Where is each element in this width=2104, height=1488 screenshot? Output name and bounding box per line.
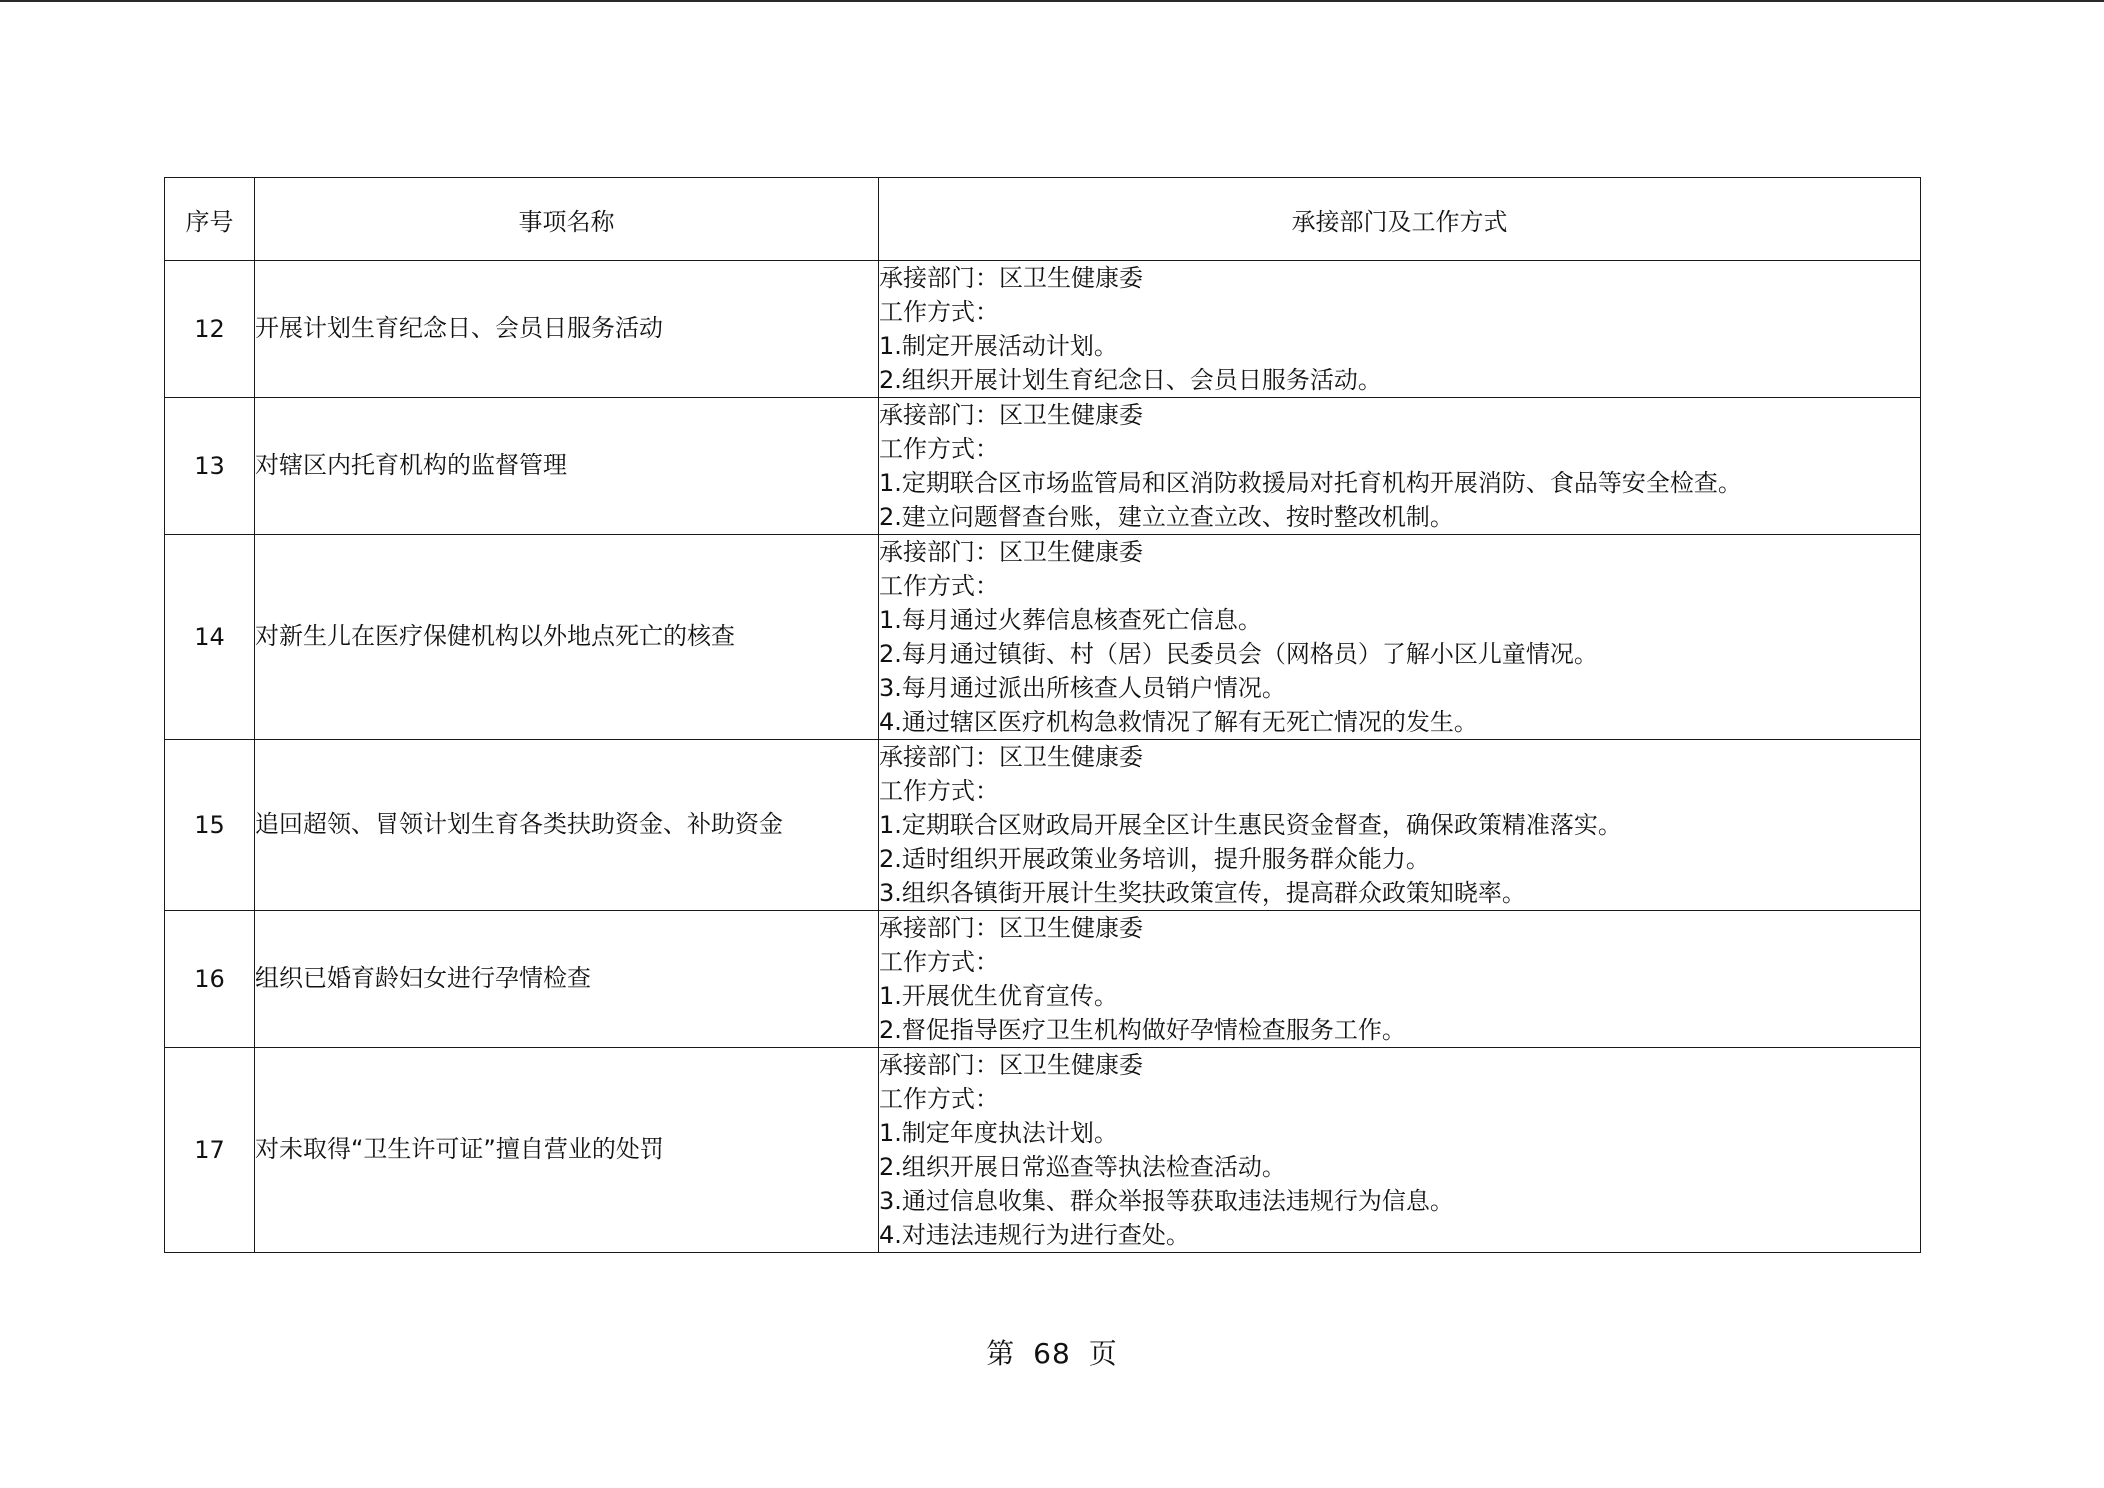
table-row <box>165 1048 1921 1253</box>
detail-line: 承接部门：区卫生健康委 <box>879 264 1143 292</box>
top-border-rule <box>0 0 2104 2</box>
detail-line: 承接部门：区卫生健康委 <box>879 743 1143 771</box>
table-row <box>165 398 1921 535</box>
matter-name: 对未取得“卫生许可证”擅自营业的处罚 <box>255 1048 879 1253</box>
department-and-method <box>879 740 1921 911</box>
page-prefix: 第 <box>986 1337 1016 1370</box>
detail-line: 3.组织各镇街开展计生奖扶政策宣传，提高群众政策知晓率。 <box>879 879 1526 907</box>
row-number: 17 <box>165 1048 255 1253</box>
matter-name: 对新生儿在医疗保健机构以外地点死亡的核查 <box>255 535 879 740</box>
department-and-method <box>879 261 1921 398</box>
detail-line: 1.制定年度执法计划。 <box>879 1119 1118 1147</box>
detail-line: 2.每月通过镇街、村（居）民委员会（网格员）了解小区儿童情况。 <box>879 640 1598 668</box>
row-number: 16 <box>165 911 255 1048</box>
detail-line: 1.每月通过火葬信息核查死亡信息。 <box>879 606 1262 634</box>
table-row <box>165 740 1921 911</box>
detail-line: 2.组织开展日常巡查等执法检查活动。 <box>879 1153 1286 1181</box>
detail-line: 3.通过信息收集、群众举报等获取违法违规行为信息。 <box>879 1187 1454 1215</box>
detail-line: 3.每月通过派出所核查人员销户情况。 <box>879 674 1286 702</box>
table-row <box>165 911 1921 1048</box>
detail-line: 承接部门：区卫生健康委 <box>879 401 1143 429</box>
detail-line: 2.建立问题督查台账，建立立查立改、按时整改机制。 <box>879 503 1454 531</box>
detail-line: 1.开展优生优育宣传。 <box>879 982 1118 1010</box>
matter-name: 对辖区内托育机构的监督管理 <box>255 398 879 535</box>
table-header <box>165 178 1921 261</box>
detail-line: 工作方式： <box>879 298 999 326</box>
header-row <box>165 178 1921 261</box>
header-department-and-method: 承接部门及工作方式 <box>879 178 1921 261</box>
row-number: 15 <box>165 740 255 911</box>
detail-line: 2.适时组织开展政策业务培训，提升服务群众能力。 <box>879 845 1430 873</box>
detail-line: 1.制定开展活动计划。 <box>879 332 1118 360</box>
page-suffix: 页 <box>1088 1337 1118 1370</box>
detail-line: 1.定期联合区财政局开展全区计生惠民资金督查，确保政策精准落实。 <box>879 811 1622 839</box>
detail-line: 2.组织开展计划生育纪念日、会员日服务活动。 <box>879 366 1382 394</box>
header-serial-number: 序号 <box>165 178 255 261</box>
detail-line: 4.通过辖区医疗机构急救情况了解有无死亡情况的发生。 <box>879 708 1478 736</box>
matter-name: 组织已婚育龄妇女进行孕情检查 <box>255 911 879 1048</box>
matter-name: 追回超领、冒领计划生育各类扶助资金、补助资金 <box>255 740 879 911</box>
detail-line: 承接部门：区卫生健康委 <box>879 538 1143 566</box>
detail-line: 工作方式： <box>879 777 999 805</box>
page-number-footer <box>0 1332 2104 1372</box>
detail-line: 承接部门：区卫生健康委 <box>879 1051 1143 1079</box>
page-number: 68 <box>1033 1337 1071 1370</box>
detail-line: 工作方式： <box>879 948 999 976</box>
matter-name: 开展计划生育纪念日、会员日服务活动 <box>255 261 879 398</box>
row-number: 12 <box>165 261 255 398</box>
detail-line: 工作方式： <box>879 435 999 463</box>
detail-line: 1.定期联合区市场监管局和区消防救援局对托育机构开展消防、食品等安全检查。 <box>879 469 1742 497</box>
detail-line: 承接部门：区卫生健康委 <box>879 914 1143 942</box>
department-and-method <box>879 535 1921 740</box>
detail-line: 工作方式： <box>879 1085 999 1113</box>
header-matter-name: 事项名称 <box>255 178 879 261</box>
department-and-method <box>879 398 1921 535</box>
table-row <box>165 535 1921 740</box>
detail-line: 2.督促指导医疗卫生机构做好孕情检查服务工作。 <box>879 1016 1406 1044</box>
detail-line: 工作方式： <box>879 572 999 600</box>
detail-line: 4.对违法违规行为进行查处。 <box>879 1221 1190 1249</box>
department-and-method <box>879 1048 1921 1253</box>
table-row <box>165 261 1921 398</box>
matters-table <box>164 177 1921 1253</box>
row-number: 13 <box>165 398 255 535</box>
row-number: 14 <box>165 535 255 740</box>
department-and-method <box>879 911 1921 1048</box>
